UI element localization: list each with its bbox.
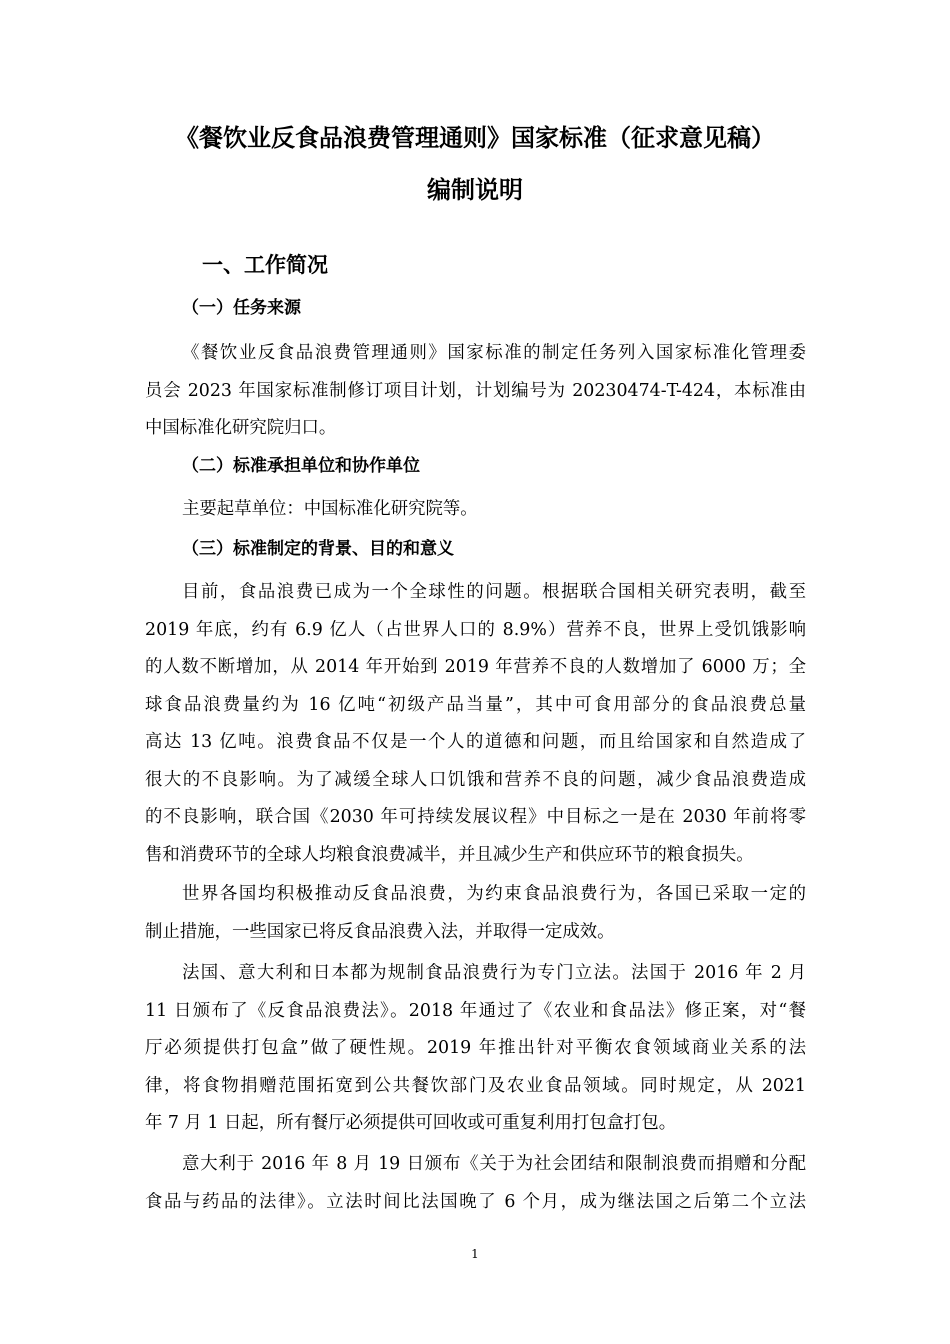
text-line: 目前，食品浪费已成为一个全球性的问题。根据联合国相关研究表明，截至 [182,582,806,602]
text-line: 《餐饮业反食品浪费管理通则》国家标准的制定任务列入国家标准化管理委 [182,343,806,363]
text-line: 中国标准化研究院归口。 [145,418,337,438]
text-line: 高达 13 亿吨。浪费食品不仅是一个人的道德和问题，而且给国家和自然造成了 [145,732,806,752]
text-line: 律，将食物捐赠范围拓宽到公共餐饮部门及农业食品领域。同时规定，从 2021 [145,1075,806,1096]
text-line: 很大的不良影响。为了减缓全球人口饥饿和营养不良的问题，减少食品浪费造成 [145,769,806,790]
paragraph-background-1 [145,574,806,874]
text-line: 世界各国均积极推动反食品浪费，为约束食品浪费行为，各国已采取一定的 [182,884,806,904]
page-number: 1 [471,1247,479,1261]
text-line: 的人数不断增加，从 2014 年开始到 2019 年营养不良的人数增加了 6000 万；全 [145,657,806,677]
document-title-line-1: 《餐饮业反食品浪费管理通则》国家标准（征求意见稿） [175,124,775,152]
text-line: 员会 2023 年国家标准制修订项目计划，计划编号为 20230474-T-424，本标准由 [145,380,806,401]
paragraph-responsible-units [145,491,806,529]
text-line: 2019 年底，约有 6.9 亿人（占世界人口的 8.9%）营养不良，世界上受饥饿影响 [145,619,806,640]
text-line: 食品与药品的法律》。立法时间比法国晚了 6 个月，成为继法国之后第二个立法 [145,1191,806,1212]
text-line: 的不良影响，联合国《2030 年可持续发展议程》中目标之一是在 2030 年前将零 [145,807,806,827]
subsection-heading-background: （三）标准制定的背景、目的和意义 [182,539,454,559]
section-heading-work-overview: 一、工作简况 [202,253,328,277]
paragraph-task-source [145,335,806,448]
text-line: 意大利于 2016 年 8 月 19 日颁布《关于为社会团结和限制浪费而捐赠和分配 [182,1154,806,1174]
text-line: 制止措施，一些国家已将反食品浪费入法，并取得一定成效。 [145,921,615,942]
text-line: 法国、意大利和日本都为规制食品浪费行为专门立法。法国于 2016 年 2 月 [182,963,806,983]
text-line: 球食品浪费量约为 16 亿吨“初级产品当量”，其中可食用部分的食品浪费总量 [145,694,806,715]
paragraph-background-4 [145,1146,806,1221]
subsection-heading-task-source: （一）任务来源 [182,298,301,318]
text-line: 厅必须提供打包盒”做了硬性规。2019 年推出针对平衡农食领域商业关系的法 [145,1038,806,1058]
text-line: 11 日颁布了《反食品浪费法》。2018 年通过了《农业和食品法》修正案，对“餐 [145,1000,806,1021]
subsection-heading-responsible-units: （二）标准承担单位和协作单位 [182,456,420,476]
text-line: 主要起草单位：中国标准化研究院等。 [182,499,478,519]
text-line: 售和消费环节的全球人均粮食浪费减半，并且减少生产和供应环节的粮食损失。 [145,844,754,865]
text-line: 年 7 月 1 日起，所有餐厅必须提供可回收或可重复利用打包盒打包。 [145,1113,677,1133]
paragraph-background-3 [145,955,806,1143]
paragraph-background-2 [145,876,806,951]
document-title-line-2: 编制说明 [427,176,523,204]
